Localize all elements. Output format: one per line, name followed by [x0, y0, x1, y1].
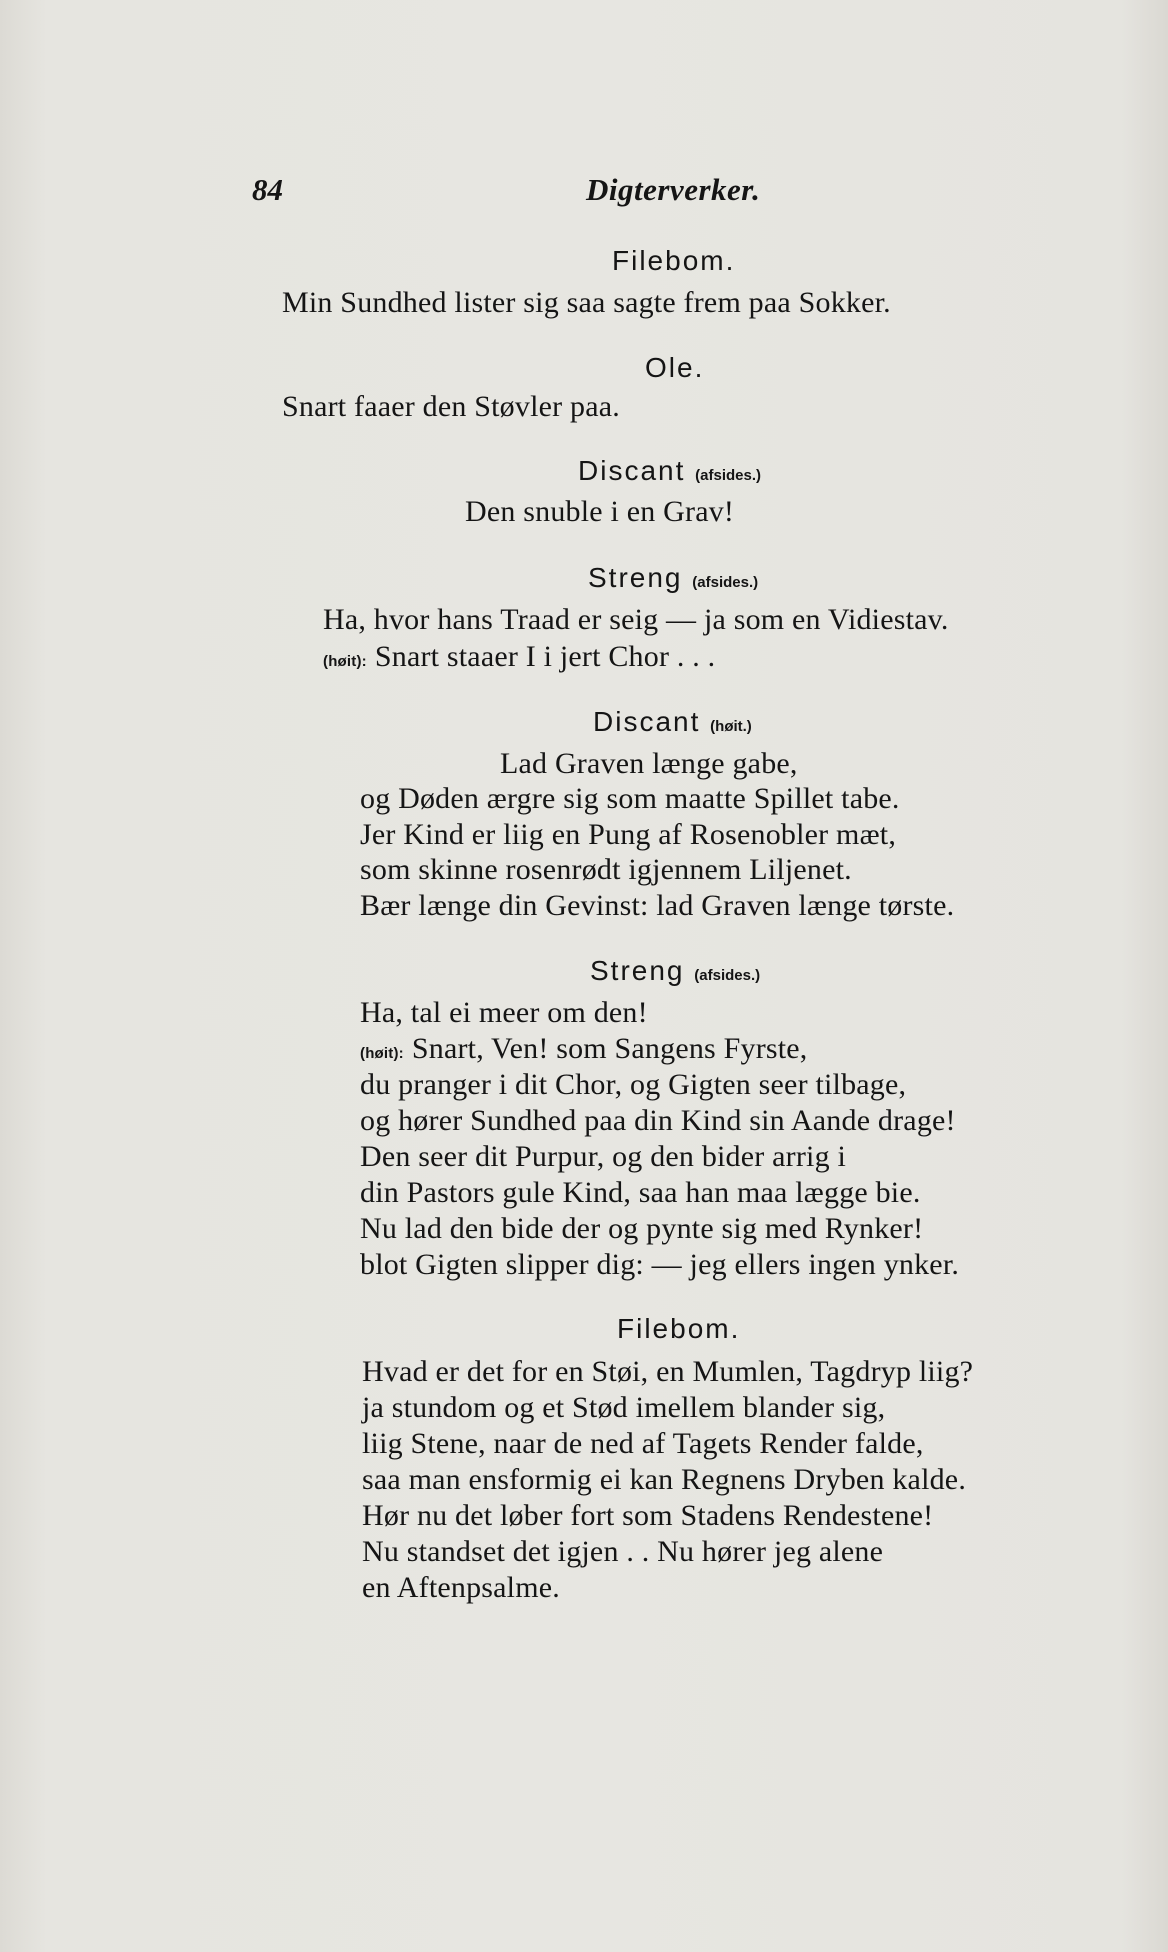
speaker-name: Streng (afsides.): [588, 562, 759, 593]
verse-line: Snart faaer den Støvler paa.: [282, 390, 620, 423]
verse-line: Hør nu det løber fort som Stadens Rendestene!: [362, 1499, 934, 1532]
verse-line: (høit): Snart, Ven! som Sangens Fyrste,: [360, 1032, 808, 1065]
stage-direction: (høit.): [710, 718, 752, 735]
stage-cue: (høit):: [360, 1045, 404, 1062]
verse-line: Den seer dit Purpur, og den bider arrig i: [360, 1140, 847, 1173]
verse-line: Lad Graven længe gabe,: [500, 747, 798, 780]
page-number: 84: [252, 172, 283, 207]
verse-line: du pranger i dit Chor, og Gigten seer tilbage,: [360, 1068, 907, 1101]
verse-line: saa man ensformig ei kan Regnens Dryben kalde.: [362, 1463, 967, 1496]
speaker-name: Filebom.: [612, 245, 736, 276]
speaker-name: Ole.: [645, 352, 705, 383]
verse-line: Nu standset det igjen . . Nu hører jeg alene: [362, 1535, 884, 1568]
running-title: Digterverker.: [586, 172, 761, 207]
verse-line: din Pastors gule Kind, saa han maa lægge bie.: [360, 1176, 921, 1209]
stage-direction: (afsides.): [694, 967, 761, 984]
speaker-name: Streng (afsides.): [590, 955, 761, 986]
verse-line: Jer Kind er liig en Pung af Rosenobler mæt,: [360, 818, 897, 851]
stage-direction: (afsides.): [692, 574, 759, 591]
verse-line: Min Sundhed lister sig saa sagte frem paa Sokker.: [282, 286, 891, 319]
verse-line: Hvad er det for en Støi, en Mumlen, Tagdryp liig?: [362, 1355, 974, 1388]
speaker-name: Discant (høit.): [593, 706, 752, 737]
verse-line: (høit): Snart staaer I i jert Chor . . .: [323, 640, 716, 673]
speaker-name: Discant (afsides.): [578, 455, 762, 486]
verse-line: Ha, tal ei meer om den!: [360, 996, 648, 1029]
verse-line: Bær længe din Gevinst: lad Graven længe tørste.: [360, 889, 955, 922]
verse-line: Den snuble i en Grav!: [465, 495, 735, 528]
verse-line: blot Gigten slipper dig: — jeg ellers ingen ynker.: [360, 1248, 960, 1281]
verse-line: og hører Sundhed paa din Kind sin Aande drage!: [360, 1104, 956, 1137]
verse-line: ja stundom og et Stød imellem blander sig,: [362, 1391, 886, 1424]
verse-line: en Aftenpsalme.: [362, 1571, 560, 1604]
verse-line: Nu lad den bide der og pynte sig med Rynker!: [360, 1212, 924, 1245]
speaker-name: Filebom.: [617, 1313, 741, 1344]
verse-line: som skinne rosenrødt igjennem Liljenet.: [360, 853, 852, 886]
verse-line: og Døden ærgre sig som maatte Spillet tabe.: [360, 782, 900, 815]
stage-direction: (afsides.): [695, 467, 762, 484]
verse-line: Ha, hvor hans Traad er seig — ja som en Vidiestav.: [323, 603, 949, 636]
verse-line: liig Stene, naar de ned af Tagets Render falde,: [362, 1427, 924, 1460]
stage-cue: (høit):: [323, 653, 367, 670]
